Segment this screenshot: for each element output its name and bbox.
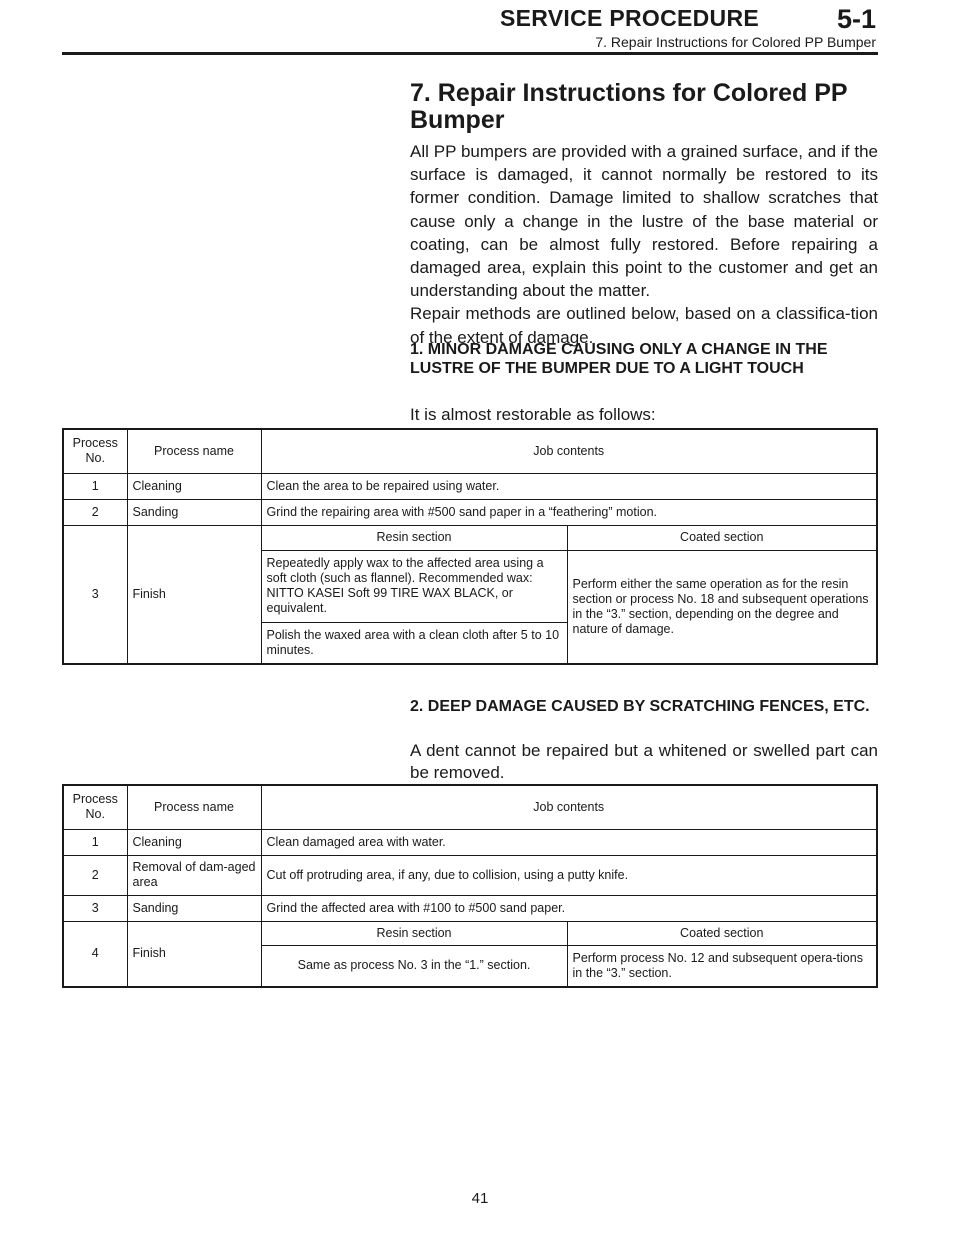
section-1-heading: 1. MINOR DAMAGE CAUSING ONLY A CHANGE IN THE LUSTRE OF THE BUMPER DUE TO A LIGHT TOUCH xyxy=(410,341,828,377)
table-row xyxy=(63,855,877,895)
table-minor-damage xyxy=(62,428,878,665)
subheader-resin-section: Resin section xyxy=(261,921,567,945)
page-title: 7. Repair Instructions for Colored PP Bumper xyxy=(410,79,848,134)
table-row xyxy=(63,921,877,945)
header-title: SERVICE PROCEDURE xyxy=(500,5,760,31)
cell-resin-step-a: Repeatedly apply wax to the affected area using a soft cloth (such as flannel). Recommended wax: NITTO KASEI Soft 99 TIRE WAX BLACK, or equivalent. xyxy=(261,550,567,622)
cell-process-no: 1 xyxy=(63,829,127,855)
cell-process-name: Removal of dam-aged area xyxy=(127,855,261,895)
cell-process-name: Sanding xyxy=(127,895,261,921)
cell-job-contents: Grind the affected area with #100 to #500 sand paper. xyxy=(261,895,877,921)
subheader-coated-section: Coated section xyxy=(567,525,877,550)
section-2-text: A dent cannot be repaired but a whitened or swelled part can be removed. xyxy=(410,741,878,782)
header-job-contents: Job contents xyxy=(261,429,877,473)
header-process-no: Process No. xyxy=(63,785,127,829)
cell-job-contents: Clean the area to be repaired using water. xyxy=(261,473,877,499)
intro-paragraph-1: All PP bumpers are provided with a grained surface, and if the surface is damaged, it cannot normally be restored to its former condition. Damage limited to shallow scratches that cause only a change in the lustre of the base material or coating, can be almost fully restored. Before repairing a damaged area, explain this point to the customer and get an understanding about the matter. xyxy=(410,142,878,301)
header-rule xyxy=(62,52,878,55)
table-deep-damage xyxy=(62,784,878,988)
page-number: 41 xyxy=(471,1190,489,1207)
section-1-text: It is almost restorable as follows: xyxy=(410,405,656,424)
subheader-resin-section: Resin section xyxy=(261,525,567,550)
cell-resin-step-b: Polish the waxed area with a clean cloth after 5 to 10 minutes. xyxy=(261,622,567,664)
table-header-row xyxy=(63,429,877,473)
cell-process-name: Cleaning xyxy=(127,473,261,499)
cell-process-no: 3 xyxy=(63,525,127,664)
section-2-heading: 2. DEEP DAMAGE CAUSED BY SCRATCHING FENCES, ETC. xyxy=(410,698,870,715)
cell-process-name: Sanding xyxy=(127,499,261,525)
header-process-name: Process name xyxy=(127,785,261,829)
cell-job-contents: Cut off protruding area, if any, due to collision, using a putty knife. xyxy=(261,855,877,895)
intro-text xyxy=(410,140,878,349)
table-header-row xyxy=(63,785,877,829)
cell-process-name: Finish xyxy=(127,921,261,987)
header-process-no: Process No. xyxy=(63,429,127,473)
cell-process-no: 1 xyxy=(63,473,127,499)
header-section-number: 5-1 xyxy=(836,4,876,34)
cell-resin-section: Same as process No. 3 in the “1.” section. xyxy=(261,945,567,987)
header-process-name: Process name xyxy=(127,429,261,473)
header-subtitle: 7. Repair Instructions for Colored PP Bumper xyxy=(595,34,876,50)
cell-process-no: 3 xyxy=(63,895,127,921)
cell-process-no: 2 xyxy=(63,855,127,895)
cell-job-contents: Grind the repairing area with #500 sand paper in a “feathering” motion. xyxy=(261,499,877,525)
cell-coated-section: Perform process No. 12 and subsequent opera-tions in the “3.” section. xyxy=(567,945,877,987)
header-job-contents: Job contents xyxy=(261,785,877,829)
table-row xyxy=(63,499,877,525)
subheader-coated-section: Coated section xyxy=(567,921,877,945)
cell-process-no: 2 xyxy=(63,499,127,525)
table-row xyxy=(63,895,877,921)
table-row xyxy=(63,473,877,499)
table-row xyxy=(63,525,877,550)
cell-job-contents: Clean damaged area with water. xyxy=(261,829,877,855)
cell-process-name: Finish xyxy=(127,525,261,664)
cell-coated-section: Perform either the same operation as for the resin section or process No. 18 and subsequent operations in the “3.” section, depending on the degree and nature of damage. xyxy=(567,550,877,664)
cell-process-name: Cleaning xyxy=(127,829,261,855)
table-row xyxy=(63,829,877,855)
intro-paragraph-2: Repair methods are outlined below, based on a classifica-tion of the extent of damage. xyxy=(410,304,878,347)
cell-process-no: 4 xyxy=(63,921,127,987)
